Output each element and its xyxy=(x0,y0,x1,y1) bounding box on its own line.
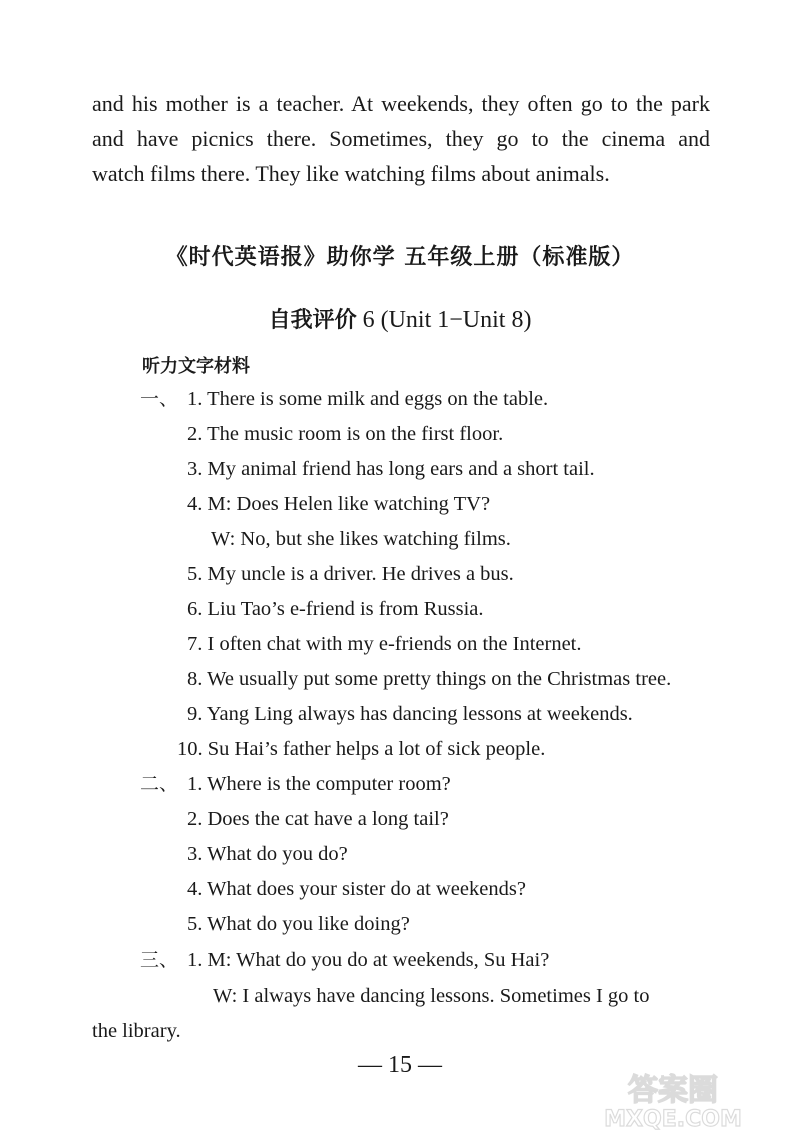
part2-item: 1. Where is the computer room? xyxy=(187,773,451,795)
part3-item: W: I always have dancing lessons. Sometimes I go to xyxy=(213,985,650,1007)
section-title xyxy=(0,303,800,334)
watermark-text-bottom: MXQE.COM xyxy=(604,1107,742,1130)
intro-paragraph xyxy=(92,86,710,191)
part1-item: 7. I often chat with my e-friends on the Internet. xyxy=(187,633,582,655)
listening-material-heading: 听力文字材料 xyxy=(142,356,250,377)
part2-item: 3. What do you do? xyxy=(187,843,348,865)
watermark-logo xyxy=(561,1070,786,1130)
book-title: 《时代英语报》助你学 五年级上册（标准版） xyxy=(165,245,635,270)
section-title-zh: 自我评价 xyxy=(268,308,357,333)
intro-line-1: and his mother is a teacher. At weekends, they often go to the park xyxy=(92,91,710,116)
part1-item: 10. Su Hai’s father helps a lot of sick people. xyxy=(177,738,546,760)
section-title-en: 6 (Unit 1−Unit 8) xyxy=(356,307,532,333)
part2-item: 5. What do you like doing? xyxy=(187,913,410,935)
watermark-text-top: 答案圈 xyxy=(628,1073,718,1108)
part2-marker: 二、 xyxy=(140,773,179,795)
part1-item: 8. We usually put some pretty things on the Christmas tree. xyxy=(187,668,672,690)
part1-item: 1. There is some milk and eggs on the table. xyxy=(187,388,549,410)
part1-marker: 一、 xyxy=(140,388,179,410)
part1-item: 2. The music room is on the first floor. xyxy=(187,423,504,445)
part3-marker: 三、 xyxy=(140,949,179,971)
intro-line-3: watch films there. They like watching films about animals. xyxy=(92,161,610,186)
part1-item: W: No, but she likes watching films. xyxy=(211,528,511,550)
part1-item: 3. My animal friend has long ears and a short tail. xyxy=(187,458,595,480)
part3-item: 1. M: What do you do at weekends, Su Hai? xyxy=(187,949,550,971)
page-number: — 15 — xyxy=(358,1052,442,1078)
part1-item: 9. Yang Ling always has dancing lessons at weekends. xyxy=(187,703,633,725)
intro-line-2: and have picnics there. Sometimes, they go to the cinema and xyxy=(92,126,710,151)
part1-item: 4. M: Does Helen like watching TV? xyxy=(187,493,491,515)
part1-item: 6. Liu Tao’s e-friend is from Russia. xyxy=(187,598,484,620)
part1-item: 5. My uncle is a driver. He drives a bus. xyxy=(187,563,514,585)
part2-item: 4. What does your sister do at weekends? xyxy=(187,878,526,900)
part3-item: the library. xyxy=(92,1020,181,1042)
part2-item: 2. Does the cat have a long tail? xyxy=(187,808,449,830)
